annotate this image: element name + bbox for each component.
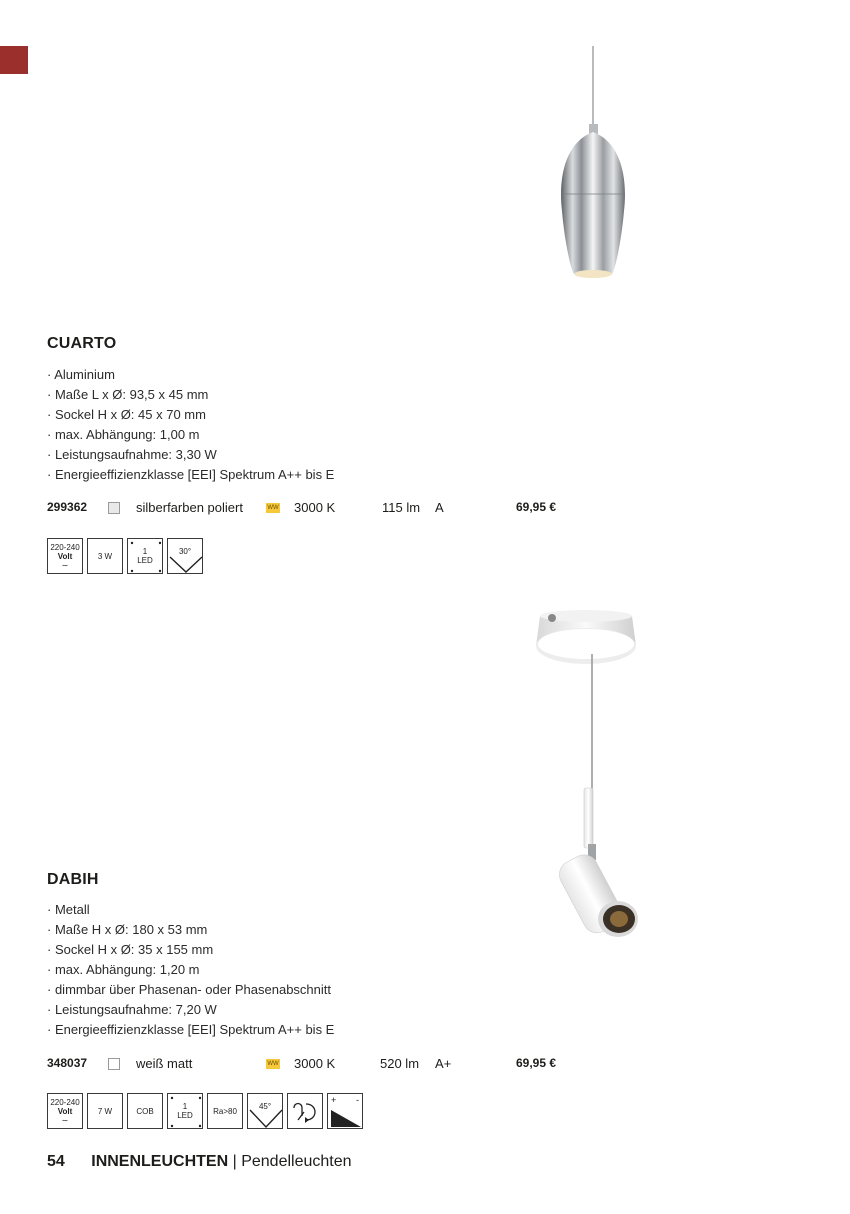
feature-item: · Aluminium bbox=[47, 365, 334, 385]
spec-icons bbox=[47, 538, 203, 574]
energy-class: A bbox=[435, 500, 444, 515]
product-image-cuarto bbox=[540, 46, 650, 286]
feature-list bbox=[47, 900, 334, 1040]
feature-item: · max. Abhängung: 1,00 m bbox=[47, 425, 334, 445]
warm-white-icon: WW bbox=[267, 505, 279, 511]
subsection-title: Pendelleuchten bbox=[241, 1153, 352, 1170]
article-row bbox=[47, 500, 647, 520]
wattage-icon: 7 W bbox=[87, 1093, 123, 1129]
svg-text:-: - bbox=[356, 1095, 359, 1105]
voltage-icon: 220-240 Volt ∼ bbox=[47, 538, 83, 574]
cob-icon: COB bbox=[127, 1093, 163, 1129]
price: 69,95 € bbox=[516, 1056, 557, 1070]
feature-item: · dimmbar über Phasenan- oder Phasenabschnitt bbox=[47, 980, 334, 1000]
section-title: INNENLEUCHTEN bbox=[91, 1153, 229, 1170]
energy-class: A+ bbox=[435, 1056, 452, 1071]
feature-item: · Energieeffizienzklasse [EEI] Spektrum A++ bis E bbox=[47, 465, 334, 485]
color-swatch bbox=[108, 502, 120, 514]
article-number: 299362 bbox=[47, 500, 88, 514]
feature-item: · Maße H x Ø: 180 x 53 mm bbox=[47, 920, 334, 940]
page-number: 54 bbox=[47, 1153, 65, 1170]
svg-text:+: + bbox=[331, 1095, 337, 1105]
color-temperature: 3000 K bbox=[294, 1056, 336, 1071]
product-title: CUARTO bbox=[47, 335, 117, 352]
feature-list bbox=[47, 365, 334, 485]
color-swatch bbox=[108, 1058, 120, 1070]
dimmable-icon bbox=[327, 1093, 363, 1129]
voltage-icon: 220-240 Volt ∼ bbox=[47, 1093, 83, 1129]
led-icon: 1 LED bbox=[127, 538, 163, 574]
feature-item: · Metall bbox=[47, 900, 334, 920]
article-number: 348037 bbox=[47, 1056, 88, 1070]
section-marker bbox=[0, 46, 28, 74]
luminous-flux: 115 lm bbox=[382, 500, 421, 515]
product-image-dabih bbox=[528, 606, 648, 946]
luminous-flux: 520 lm bbox=[380, 1056, 420, 1071]
feature-item: · Sockel H x Ø: 35 x 155 mm bbox=[47, 940, 334, 960]
cri-icon: Ra>80 bbox=[207, 1093, 243, 1129]
page-footer bbox=[47, 1153, 352, 1171]
rotate-icon bbox=[287, 1093, 323, 1129]
article-row bbox=[47, 1056, 647, 1076]
product-title: DABIH bbox=[47, 871, 99, 888]
feature-item: · max. Abhängung: 1,20 m bbox=[47, 960, 334, 980]
beam-angle-icon: 30° bbox=[167, 538, 203, 574]
feature-item: · Leistungsaufnahme: 7,20 W bbox=[47, 1000, 334, 1020]
beam-angle-icon: 45° bbox=[247, 1093, 283, 1129]
color-temperature: 3000 K bbox=[294, 500, 336, 515]
finish-label: weiß matt bbox=[136, 1056, 193, 1071]
feature-item: · Energieeffizienzklasse [EEI] Spektrum A++ bis E bbox=[47, 1020, 334, 1040]
feature-item: · Sockel H x Ø: 45 x 70 mm bbox=[47, 405, 334, 425]
finish-label: silberfarben poliert bbox=[136, 500, 243, 515]
wattage-icon: 3 W bbox=[87, 538, 123, 574]
spec-icons bbox=[47, 1093, 363, 1129]
warm-white-icon: WW bbox=[267, 1061, 279, 1067]
feature-item: · Leistungsaufnahme: 3,30 W bbox=[47, 445, 334, 465]
feature-item: · Maße L x Ø: 93,5 x 45 mm bbox=[47, 385, 334, 405]
price: 69,95 € bbox=[516, 500, 557, 514]
footer-separator: | bbox=[232, 1153, 237, 1170]
led-icon: 1 LED bbox=[167, 1093, 203, 1129]
